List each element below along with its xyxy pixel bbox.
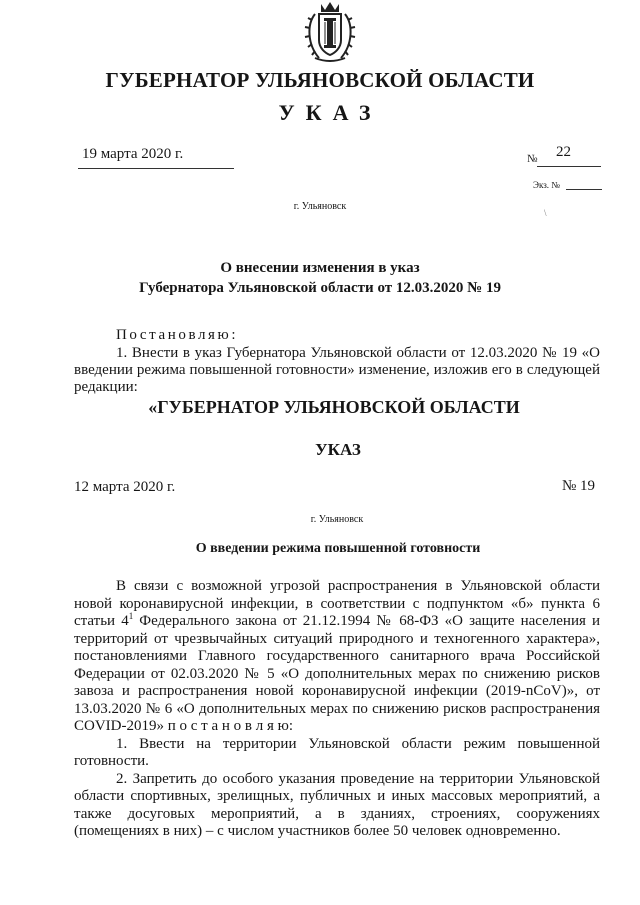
item-2-paragraph: 2. Запретить до особого указания проведение на территории Ульяновской области спортивных, зрелищных, публичных и иных массовых мероприятий, а также досуговых мероприятий, а в зданиях, строениях, сооружениях (помещениях в них) – с числом участников более 50 человек одновременно. (74, 770, 600, 839)
quoted-document-type: УКАЗ (315, 440, 361, 459)
quoted-issuer-title: «ГУБЕРНАТОР УЛЬЯНОВСКОЙ ОБЛАСТИ (148, 397, 520, 417)
preamble-superscript: 1 (128, 611, 134, 621)
decree-number: 22 (556, 144, 571, 160)
coat-of-arms-icon (301, 0, 359, 64)
date-underline (78, 168, 234, 169)
quoted-title: О введении режима повышенной готовности (195, 541, 481, 556)
coat-of-arms-emblem (301, 0, 359, 64)
copy-number-label: Экз. № (533, 180, 560, 190)
issuer-title: ГУБЕРНАТОР УЛЬЯНОВСКОЙ ОБЛАСТИ (105, 68, 535, 92)
document-type: УКАЗ (278, 100, 382, 125)
decree-title-line2: Губернатора Ульяновской области от 12.03.2020 № 19 (139, 280, 501, 296)
quoted-date: 12 марта 2020 г. (74, 479, 176, 495)
city-label: г. Ульяновск (293, 201, 347, 212)
number-underline (537, 166, 601, 167)
item-1-paragraph: 1. Ввести на территории Ульяновской области режим повышенной готовности. (74, 735, 600, 769)
quoted-city-label: г. Ульяновск (310, 514, 364, 525)
decree-date: 19 марта 2020 г. (82, 146, 184, 162)
number-label: № (527, 153, 538, 165)
quoted-number: № 19 (562, 478, 596, 494)
intro-paragraph: 1. Внести в указ Губернатора Ульяновской области от 12.03.2020 № 19 «О введении режима повышенной готовности» изменение, изложив его в следующей редакции: (74, 345, 600, 395)
decree-title (60, 258, 580, 298)
preamble-text-part2: Федерального закона от 21.12.1994 № 68-ФЗ «О защите населения и территорий от чрезвычайных ситуаций природного и техногенного характера», постановлениями Главного государственного санитарного врача Российской Федерации от 02.03.2020 № 5 «О дополнительных мерах по снижению рисков завоза и распространения новой коронавирусной инфекции (2019-nCoV)», от 13.03.2020 № 6 «О дополнительных мерах по снижению рисков распространения COVID-2019» п о с т а н о в л я ю: (74, 613, 601, 734)
decree-word: Постановляю: (116, 327, 239, 343)
copy-number-underline (566, 189, 602, 190)
corner-mark: \ (544, 208, 547, 218)
preamble-text-part1: В связи с возможной угрозой распространения в Ульяновской области новой коронавирусной инфекции, в соответствии с подпунктом «б» пункта 6 статьи 4 (74, 578, 600, 629)
preamble-paragraph (74, 578, 600, 736)
decree-title-line1: О внесении изменения в указ (220, 260, 420, 276)
quoted-body (74, 578, 600, 841)
